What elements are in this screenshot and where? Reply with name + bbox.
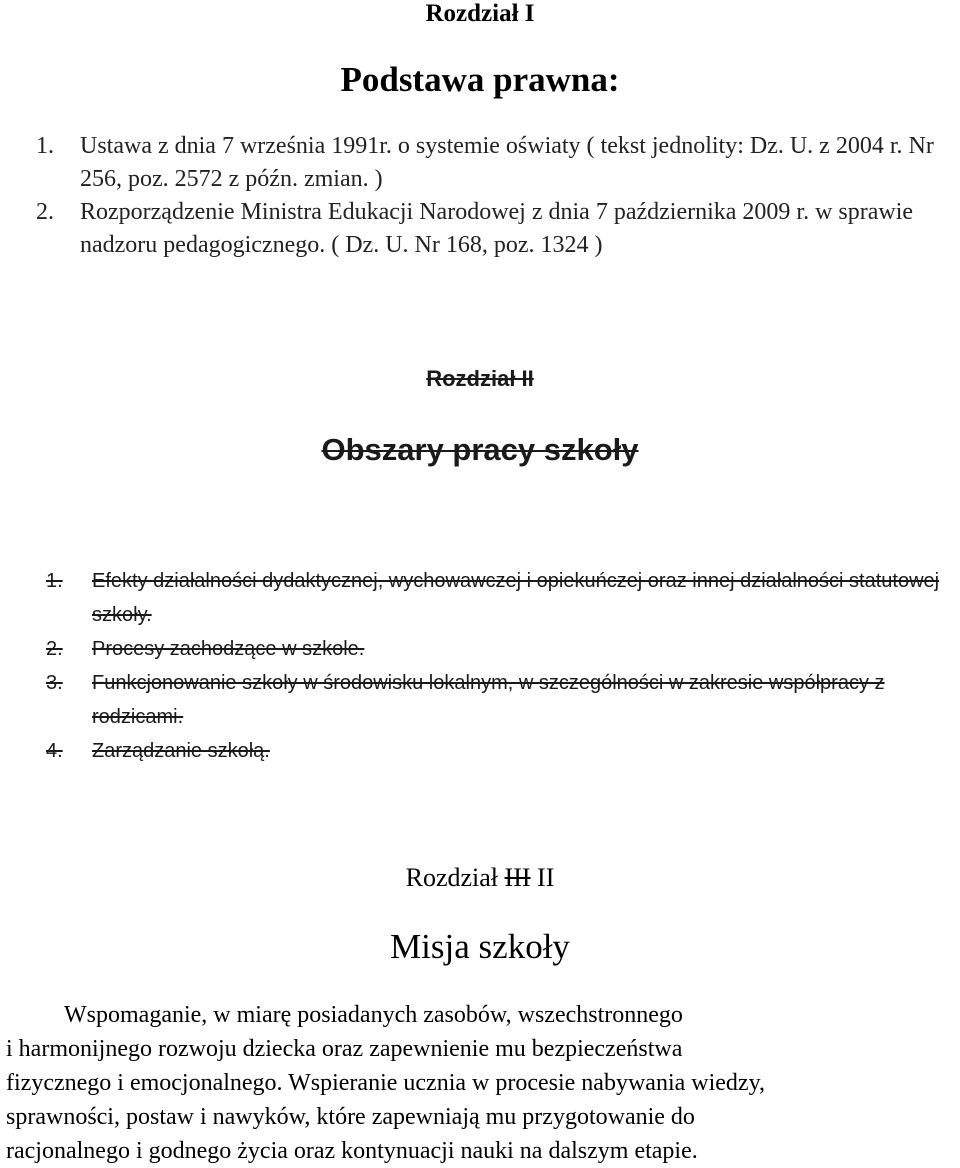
list-item [46, 632, 946, 666]
chapter-3-label [0, 862, 960, 894]
mission-line: i harmonijnego rozwoju dziecka oraz zapewnienie mu bezpieczeństwa [6, 1036, 683, 1062]
list-item-number: 4. [46, 740, 63, 762]
legal-basis-list [36, 130, 946, 262]
list-item [46, 564, 946, 632]
list-item-text: Zarządzanie szkołą. [92, 740, 270, 762]
work-areas-list [46, 564, 946, 768]
list-item-text: Funkcjonowanie szkoły w środowisku lokalnym, w szczególności w zakresie współpracy z rodzicami. [92, 672, 885, 728]
chapter-1-heading: Podstawa prawna: [340, 60, 620, 99]
mission-line: racjonalnego i godnego życia oraz kontynuacji nauki na dalszym etapie. [6, 1138, 698, 1164]
list-item-number: 2. [46, 638, 63, 660]
mission-paragraph [6, 998, 954, 1168]
chapter-label-prefix: Rozdział [405, 863, 499, 892]
chapter-2-label: Rozdział II [426, 366, 534, 391]
list-item-number: 2. [36, 199, 54, 225]
mission-line: fizycznego i emocjonalnego. Wspieranie ucznia w procesie nabywania wiedzy, [6, 1070, 766, 1096]
chapter-label-old-number: III [504, 863, 531, 892]
chapter-2-heading: Obszary pracy szkoły [321, 432, 639, 467]
mission-line: Wspomaganie, w miarę posiadanych zasobów, wszechstronnego [64, 1002, 683, 1028]
list-item [36, 196, 946, 262]
list-item [46, 734, 946, 768]
list-item [36, 130, 946, 196]
list-item-number: 3. [46, 672, 63, 694]
list-item-text: Procesy zachodzące w szkole. [92, 638, 365, 660]
list-item [46, 666, 946, 734]
chapter-label-new-number: II [537, 863, 555, 892]
list-item-number: 1. [46, 570, 63, 592]
list-item-text: Efekty działalności dydaktycznej, wychowawczej i opiekuńczej oraz innej działalności statutowej szkoły. [92, 570, 940, 626]
list-item-text: Rozporządzenie Ministra Edukacji Narodowej z dnia 7 października 2009 r. w sprawie nadzoru pedagogicznego. ( Dz. U. Nr 168, poz. 1324 ) [80, 199, 914, 258]
mission-line: sprawności, postaw i nawyków, które zapewniają mu przygotowanie do [6, 1104, 695, 1130]
list-item-text: Ustawa z dnia 7 września 1991r. o systemie oświaty ( tekst jednolity: Dz. U. z 2004 r. Nr 256, poz. 2572 z późn. zmian. ) [80, 133, 934, 192]
list-item-number: 1. [36, 133, 54, 159]
chapter-3-heading: Misja szkoły [390, 927, 570, 966]
chapter-1-label: Rozdział I [425, 0, 535, 27]
